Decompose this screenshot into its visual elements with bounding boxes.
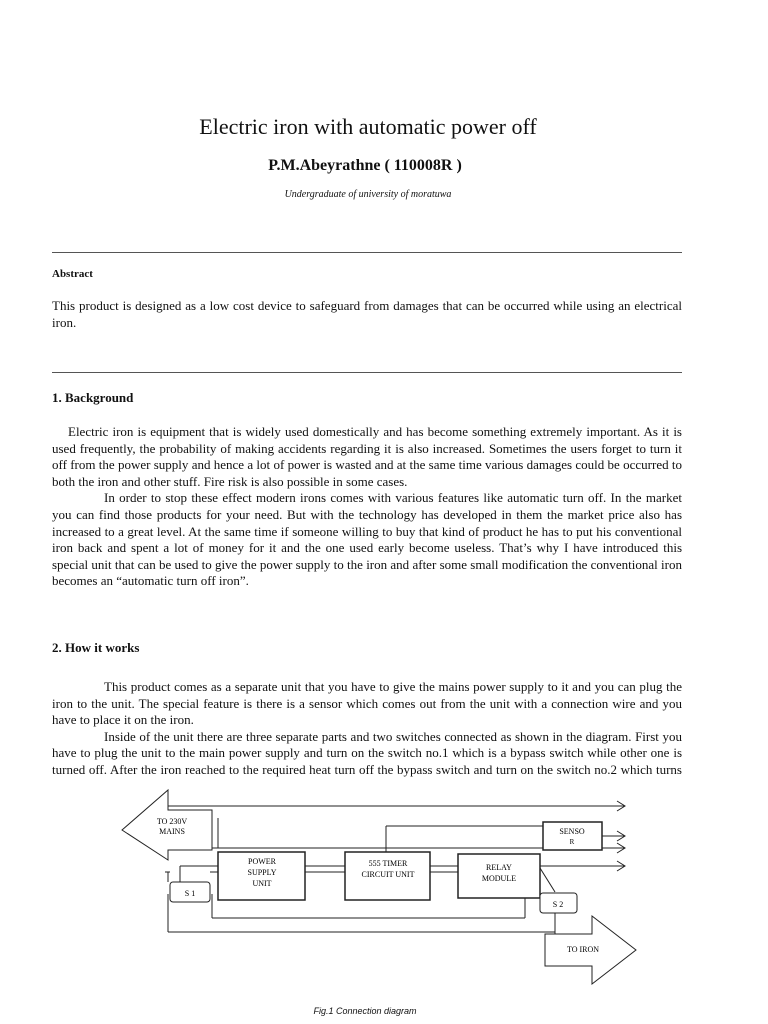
how-it-works-body	[52, 679, 682, 785]
psu-label-line3: UNIT	[252, 879, 272, 888]
author-affiliation: Undergraduate of university of moratuwa	[284, 189, 452, 200]
timer-label-line2: CIRCUIT UNIT	[361, 870, 415, 879]
author-name: P.M.Abeyrathne ( 110008R )	[268, 157, 462, 174]
section-heading-how-it-works: 2. How it works	[52, 640, 140, 655]
connection-diagram	[0, 782, 768, 1022]
switch-s1-label: S 1	[184, 889, 196, 898]
divider-top	[52, 252, 682, 253]
relay-label-line2: MODULE	[481, 874, 517, 883]
background-paragraph-2: In order to stop these effect modern irons comes with various features like automatic turn off. In the market you can find those products for your need. But with the technology has developed in them the market price also has increased to a great level. At the same time if someone willing to buy that kind of product he has to put his conventional iron back and spent a lot of money for it and the one used early become useless. That’s why I have introduced this special unit that can be used to give the power supply to the iron and after some small modification the conventional iron becomes an “automatic turn off iron”.	[52, 490, 682, 589]
section-heading-background: 1. Background	[52, 390, 134, 405]
how-paragraph-1: This product comes as a separate unit that you have to give the mains power supply to it and you can plug the iron to the unit. The special feature is there is a sensor which comes out from the unit with a connection wire and you have to place it on the iron.	[52, 679, 682, 728]
timer-label-line1: 555 TIMER	[368, 859, 408, 868]
how-paragraph-2: Inside of the unit there are three separate parts and two switches connected as shown in the diagram. First you have to plug the unit to the main power supply and turn on the switch no.1 which is a bypass switch while other one is turned off. After the iron reached to the required heat turn off the bypass switch and turn on the switch no.2 which turns	[52, 728, 682, 777]
background-body	[52, 424, 682, 590]
background-paragraph-1: Electric iron is equipment that is widely used domestically and has become something extremely important. As it is used frequently, the probability of making accidents regarding it is also increased. Sometimes the users forget to turn it off from the power supply and hence a lot of power is wasted and at the same time various damages could be occurred to both the iron and other stuff. Fire risk is also possible in some cases.	[52, 424, 682, 489]
figure-caption: Fig.1 Connection diagram	[313, 1006, 417, 1016]
mains-label-line1: TO 230V	[156, 817, 188, 826]
sensor-label-line2: R	[569, 838, 575, 846]
divider-abstract	[52, 372, 682, 373]
abstract-text: This product is designed as a low cost device to safeguard from damages that can be occurred while using an electrical iron.	[52, 298, 682, 330]
psu-label-line2: SUPPLY	[247, 868, 277, 877]
relay-label-line1: RELAY	[486, 863, 512, 872]
paper-title: Electric iron with automatic power off	[199, 114, 537, 139]
sensor-label-line1: SENSO	[559, 827, 585, 836]
psu-label-line1: POWER	[248, 857, 276, 866]
switch-s2-label: S 2	[552, 900, 564, 909]
mains-label-line2: MAINS	[159, 827, 185, 836]
to-iron-label: TO IRON	[566, 945, 600, 954]
abstract-heading: Abstract	[52, 268, 93, 280]
